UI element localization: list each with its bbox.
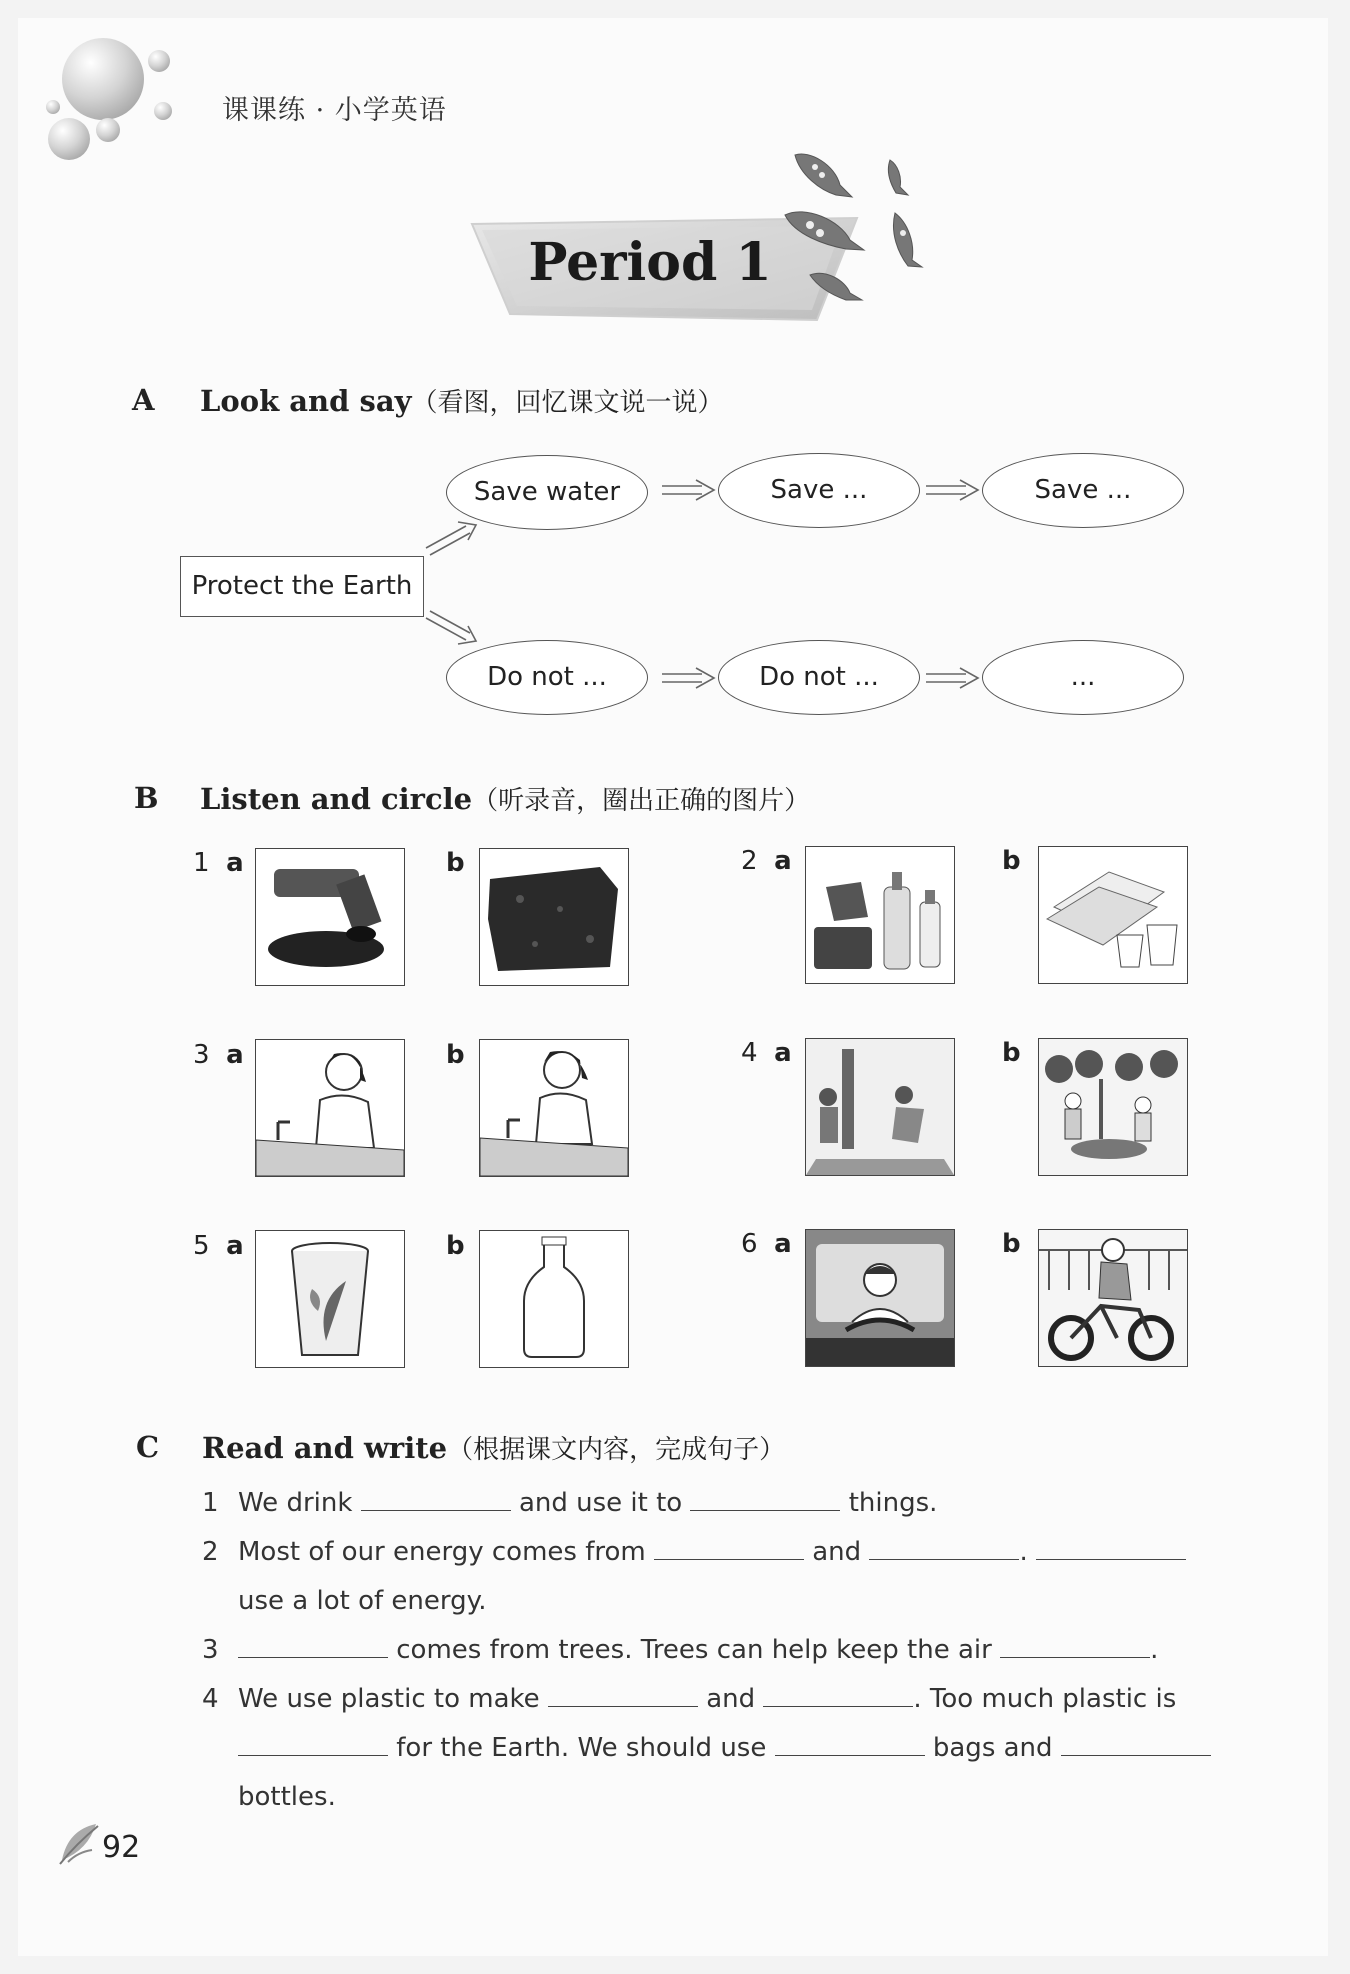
paper-picture[interactable] bbox=[1038, 846, 1188, 984]
bottom-ellipse-3: ... bbox=[982, 640, 1184, 715]
bottom-ellipse-2: Do not ... bbox=[718, 640, 920, 715]
coal-icon bbox=[480, 849, 628, 985]
top-ellipse-2: Save ... bbox=[718, 453, 920, 528]
paper-cup-picture[interactable] bbox=[255, 1230, 405, 1368]
page-number: 92 bbox=[102, 1830, 141, 1865]
girl-washing-hands-icon bbox=[480, 1040, 628, 1176]
top-ellipse-3: Save ... bbox=[982, 453, 1184, 528]
sentence-2-line-1: Most of our energy comes from and . bbox=[238, 1537, 1186, 1567]
fish-decoration-icon bbox=[780, 145, 950, 315]
washing-hands-picture[interactable] bbox=[479, 1039, 629, 1177]
item-1-b-label: b bbox=[446, 848, 465, 878]
paper-cups-icon bbox=[1039, 847, 1187, 983]
bottom-ellipse-1: Do not ... bbox=[446, 640, 648, 715]
blank-3-2[interactable] bbox=[1000, 1635, 1150, 1658]
leaf-icon bbox=[58, 1820, 100, 1866]
plastic-picture[interactable] bbox=[805, 846, 955, 984]
blank-4-3[interactable] bbox=[238, 1733, 388, 1756]
blank-4-5[interactable] bbox=[1061, 1733, 1211, 1756]
item-4-label: 4 a bbox=[741, 1038, 792, 1068]
sentence-4-line-1: We use plastic to make and . Too much plastic is bbox=[238, 1684, 1177, 1714]
section-a-subtitle: （看图，回忆课文说一说） bbox=[411, 388, 724, 418]
planting-trees-picture[interactable] bbox=[1038, 1038, 1188, 1176]
section-a-heading bbox=[200, 382, 724, 419]
section-b-letter: B bbox=[134, 781, 159, 815]
cutting-trees-icon bbox=[806, 1039, 954, 1175]
item-6-label: 6 a bbox=[741, 1229, 792, 1259]
item-1-label: 1 a bbox=[193, 848, 244, 878]
section-c-heading bbox=[202, 1429, 785, 1466]
section-c-letter: C bbox=[136, 1430, 160, 1464]
section-a-title: Look and say bbox=[200, 384, 412, 418]
paper-cup-icon bbox=[256, 1231, 404, 1367]
item-4-b-label: b bbox=[1002, 1038, 1021, 1068]
top-ellipse-1: Save water bbox=[446, 455, 648, 530]
glass-bottle-icon bbox=[480, 1231, 628, 1367]
blank-2-1[interactable] bbox=[654, 1537, 804, 1560]
oil-pipe-icon bbox=[256, 849, 404, 985]
driving-picture[interactable] bbox=[805, 1229, 955, 1367]
driving-car-icon bbox=[806, 1230, 954, 1366]
blank-2-2[interactable] bbox=[869, 1537, 1019, 1560]
section-a-letter: A bbox=[132, 383, 155, 417]
section-c-title: Read and write bbox=[202, 1431, 448, 1465]
section-b-heading bbox=[200, 780, 810, 817]
blank-1-2[interactable] bbox=[690, 1488, 840, 1511]
item-5-b-label: b bbox=[446, 1231, 465, 1261]
blank-4-4[interactable] bbox=[775, 1733, 925, 1756]
oil-pipe-picture[interactable] bbox=[255, 848, 405, 986]
sentence-4-line-3: bottles. bbox=[238, 1782, 336, 1812]
coal-picture[interactable] bbox=[479, 848, 629, 986]
sentence-1-number: 1 bbox=[202, 1488, 219, 1518]
item-2-label: 2 a bbox=[741, 846, 792, 876]
sentence-3: comes from trees. Trees can help keep the air . bbox=[238, 1635, 1158, 1665]
blank-2-3[interactable] bbox=[1036, 1537, 1186, 1560]
brushing-teeth-picture[interactable] bbox=[255, 1039, 405, 1177]
series-title: 课课练 · 小学英语 bbox=[222, 95, 447, 126]
item-6-b-label: b bbox=[1002, 1229, 1021, 1259]
sentence-4-line-2: for the Earth. We should use bags and bbox=[238, 1733, 1211, 1763]
sentence-3-number: 3 bbox=[202, 1635, 219, 1665]
glass-bottle-picture[interactable] bbox=[479, 1230, 629, 1368]
blank-1-1[interactable] bbox=[361, 1488, 511, 1511]
item-5-label: 5 a bbox=[193, 1231, 244, 1261]
sentence-4-number: 4 bbox=[202, 1684, 219, 1714]
protect-the-earth-box: Protect the Earth bbox=[180, 556, 424, 617]
item-2-b-label: b bbox=[1002, 846, 1021, 876]
girl-brushing-teeth-icon bbox=[256, 1040, 404, 1176]
riding-bike-icon bbox=[1039, 1230, 1187, 1366]
blank-3-1[interactable] bbox=[238, 1635, 388, 1658]
item-3-b-label: b bbox=[446, 1040, 465, 1070]
planting-trees-icon bbox=[1039, 1039, 1187, 1175]
sentence-2-line-2: use a lot of energy. bbox=[238, 1586, 487, 1616]
riding-bike-picture[interactable] bbox=[1038, 1229, 1188, 1367]
blank-4-2[interactable] bbox=[763, 1684, 913, 1707]
section-b-title: Listen and circle bbox=[200, 782, 473, 816]
blank-4-1[interactable] bbox=[548, 1684, 698, 1707]
cutting-trees-picture[interactable] bbox=[805, 1038, 955, 1176]
sentence-2-number: 2 bbox=[202, 1537, 219, 1567]
section-c-subtitle: （根据课文内容，完成句子） bbox=[447, 1435, 786, 1465]
section-b-subtitle: （听录音，圈出正确的图片） bbox=[472, 786, 811, 816]
sentence-1: We drink and use it to things. bbox=[238, 1488, 938, 1518]
page-title: Period 1 bbox=[528, 232, 772, 293]
item-3-label: 3 a bbox=[193, 1040, 244, 1070]
plastic-bags-bottles-icon bbox=[806, 847, 954, 983]
